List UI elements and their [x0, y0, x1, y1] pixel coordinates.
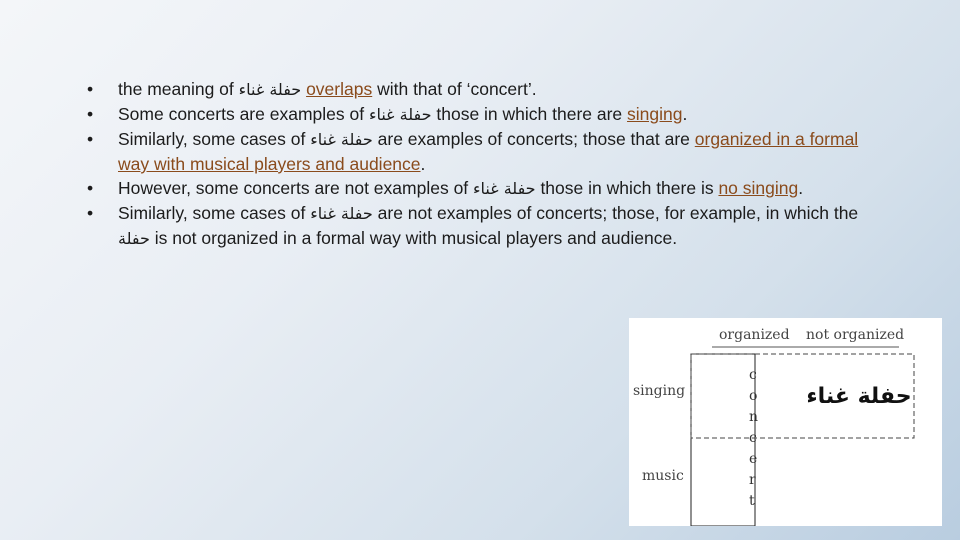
concert-letter: n — [749, 409, 759, 425]
bullet-text: Some concerts are examples of — [118, 104, 369, 124]
bullet-text: those in which there is — [535, 178, 719, 198]
label-organized: organized — [719, 327, 790, 343]
concert-letter: e — [749, 451, 758, 467]
bullet-text: Similarly, some cases of — [118, 129, 311, 149]
bullet-text: the meaning of — [118, 79, 239, 99]
bullet-text: . — [420, 154, 426, 174]
concert-letter: o — [749, 388, 758, 404]
concert-letter: t — [749, 493, 755, 509]
arabic-term: حفلة غناء — [310, 130, 373, 149]
bullet-dot: • — [87, 79, 94, 99]
concert-letter: c — [749, 367, 757, 383]
bullet-text: with that of ‘concert’. — [372, 79, 537, 99]
arabic-term: حفلة غناء — [238, 80, 302, 99]
bullet-list — [84, 77, 884, 251]
bullet-item — [84, 77, 884, 102]
arabic-term: حفلة غناء — [473, 179, 536, 198]
highlighted-phrase: singing — [627, 104, 683, 124]
highlighted-phrase: organized in a formal way with musical players and audience — [118, 129, 859, 174]
bullet-dot: • — [87, 203, 94, 223]
label-singing: singing — [633, 383, 686, 399]
concert-letters — [749, 367, 758, 509]
bullet-text: is not organized in a formal way with musical players and audience. — [149, 228, 678, 248]
label-music: music — [642, 468, 684, 484]
bullet-text: are examples of concerts; those that are — [372, 129, 695, 149]
arabic-term: حفلة غناء — [806, 384, 912, 409]
concert-box — [691, 354, 758, 526]
bullet-text: . — [798, 178, 804, 198]
bullet-item — [84, 176, 884, 201]
bullet-item — [84, 201, 884, 251]
arabic-term: حفلة — [118, 229, 150, 248]
bullet-text: However, some concerts are not examples of — [118, 178, 474, 198]
bullet-item — [84, 102, 884, 127]
label-not-organized: not organized — [806, 327, 905, 343]
bullet-dot: • — [87, 129, 94, 149]
bullet-text: are not examples of concerts; those, for example, in which the — [372, 203, 859, 223]
concert-letter: c — [749, 430, 757, 446]
bullet-text: . — [682, 104, 688, 124]
bullet-dot: • — [87, 104, 94, 124]
highlighted-phrase: no singing — [718, 178, 799, 198]
bullet-item — [84, 127, 884, 176]
venn-diagram-figure — [629, 318, 942, 526]
bullet-dot: • — [87, 178, 94, 198]
arabic-term: حفلة غناء — [368, 105, 432, 124]
arabic-term: حفلة غناء — [310, 204, 373, 223]
bullet-text: those in which there are — [431, 104, 628, 124]
venn-diagram — [629, 318, 942, 526]
concert-letter: r — [749, 472, 756, 488]
highlighted-phrase: overlaps — [306, 79, 373, 99]
bullet-text: Similarly, some cases of — [118, 203, 311, 223]
